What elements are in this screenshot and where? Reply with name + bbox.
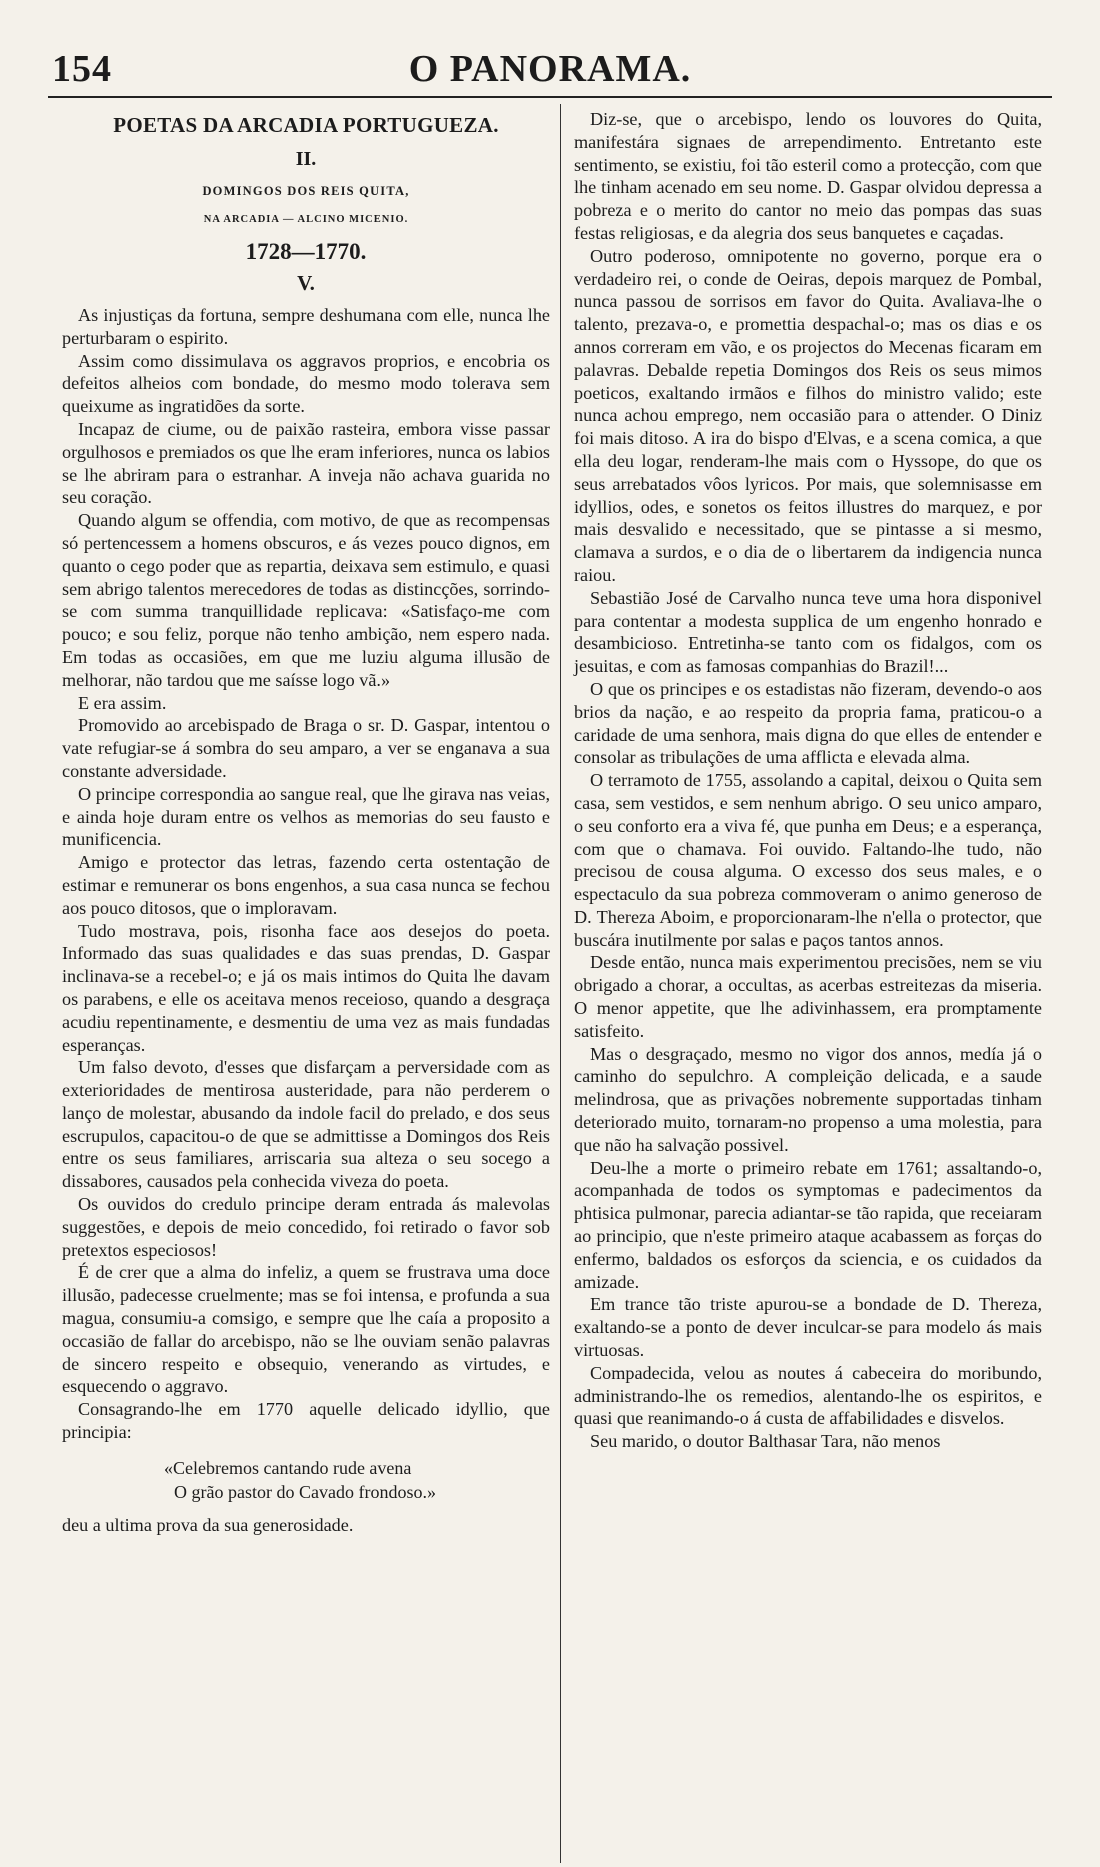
- paragraph: As injustiças da fortuna, sempre deshumana com elle, nunca lhe perturbaram o espirito.: [62, 305, 550, 348]
- paragraph: Compadecida, velou as noutes á cabeceira do moribundo, administrando-lhe os remedios, alentando-lhe os espiritos, e quasi que reanimando-o á custa de affabilidades e disvelos.: [574, 1362, 1042, 1429]
- verse-line: O grão pastor do Cavado frondoso.»: [174, 1481, 436, 1502]
- right-column: [574, 108, 1042, 1453]
- arcadia-name: NA ARCADIA — ALCINO MICENIO.: [203, 214, 409, 225]
- paragraph: É de crer que a alma do infeliz, a quem se frustrava uma doce illusão, padecesse cruelmente; mas se foi intensa, e profunda a sua magua, consumiu-a comsigo, e sempre que lhe caía a proposito a occasião de fallar do arcebispo, não se lhe ouviam senão palavras de sincero respeito e obsequio, venerando as virtudes, e esquecendo o aggravo.: [62, 1262, 550, 1397]
- paragraph: E era assim.: [78, 692, 167, 713]
- paragraph: Desde então, nunca mais experimentou precisões, nem se viu obrigado a chorar, a occultas, as acerbas estreitezas da miseria. O menor appetite, que lhe adivinhassem, era promptamente satisfeito.: [574, 952, 1042, 1041]
- article-part: II.: [295, 148, 317, 170]
- journal-title: O PANORAMA.: [408, 48, 692, 90]
- paragraph: Um falso devoto, d'esses que disfarçam a perversidade com as exterioridades de mentirosa austeridade, para não perderem o lanço de molestar, abusando da indole facil do prelado, e dos seus escrupulos, capacitou-o de que se admittisse a Domingos dos Reis entre os seus familiares, arriscaria sua alteza o seu socego a dissabores, causados pela conhecida viveza do poeta.: [62, 1057, 550, 1192]
- verse-quote: [132, 1456, 550, 1504]
- paragraph: Consagrando-lhe em 1770 aquelle delicado idyllio, que principia:: [62, 1399, 550, 1443]
- paragraph: Mas o desgraçado, mesmo no vigor dos annos, medía já o caminho do sepulchro. A compleição delicada, e a saude melindrosa, que as privações nobremente supportadas tinham deteriorado muito, tornaram-no propenso a uma molestia, para que não ha salvação possivel.: [574, 1043, 1042, 1155]
- poet-name: DOMINGOS DOS REIS QUITA,: [202, 184, 410, 198]
- paragraph: Deu-lhe a morte o primeiro rebate em 1761; assaltando-o, acompanhada de todos os symptomas e padecimentos da phtisica pulmonar, parecia adiantar-se tão rapida, que receiaram ao principio, que n'este primeiro ataque acabassem as forças do enfermo, baldados os esforços da sciencia, e os cuidados da amizade.: [574, 1157, 1042, 1292]
- paragraph: Quando algum se offendia, com motivo, de que as recompensas só pertencessem a homens obscuros, e ás vezes pouco dignos, em quanto o cego poder que as repartia, deixava sem estimulo, e quasi sem abrigo talentos merecedores de todas as distincções, sorrindo-se com summa tranquillidade replicava: «Satisfaço-me com pouco; e sou feliz, porque não tenho ambição, nem espero nada. Em todas as occasiões, em que me luziu alguma illusão de melhorar, não tardou que me saísse logo vã.»: [62, 510, 550, 690]
- paragraph: Os ouvidos do credulo principe deram entrada ás malevolas suggestões, e depois de meio concedido, foi retirado o favor sob pretextos especiosos!: [62, 1194, 550, 1260]
- verse-line: «Celebremos cantando rude avena: [164, 1457, 412, 1478]
- paragraph: Tudo mostrava, pois, risonha face aos desejos do poeta. Informado das suas qualidades e das suas prendas, D. Gaspar inclinava-se a recebel-o; e já os mais intimos do Quita lhe davam os parabens, e elle os aceitava menos receioso, quando a desgraça acudiu repentinamente, e desmentiu de uma vez as mais fundadas esperanças.: [62, 920, 550, 1055]
- paragraph: Amigo e protector das letras, fazendo certa ostentação de estimar e remunerar os bons engenhos, a sua casa nunca se fechou aos pouco ditosos, que o imploravam.: [62, 852, 550, 918]
- column-rule: [560, 104, 561, 1863]
- header-rule: [48, 96, 1052, 98]
- page-header: [40, 45, 1060, 95]
- paragraph: Diz-se, que o arcebispo, lendo os louvores do Quita, manifestára signaes de arrependimento. Entretanto este sentimento, se existiu, foi tão esteril como a protecção, com que lhe tinham acenado em seu nome. D. Gaspar olvidou depressa a pobreza e o merito do cantor no meio das pompas das suas festas religiosas, e da alegria dos seus banquetes e caçadas.: [574, 109, 1042, 243]
- paragraph: deu a ultima prova da sua generosidade.: [62, 1514, 354, 1535]
- paragraph: O terramoto de 1755, assolando a capital, deixou o Quita sem casa, sem vestidos, e sem nenhum abrigo. O seu unico amparo, o seu conforto era a viva fé, que punha em Deus; e a esperança, com que o chamava. Foi ouvido. Faltando-lhe tudo, não precisou de cousa alguma. O excesso dos seus males, e o espectaculo da sua pobreza commoveram o animo generoso de D. Thereza Aboim, e proporcionaram-lhe n'ella o protector, que buscára inutilmente por salas e paços tantos annos.: [574, 770, 1042, 950]
- article-title: POETAS DA ARCADIA PORTUGUEZA.: [113, 113, 499, 137]
- paragraph: Incapaz de ciume, ou de paixão rasteira, embora visse passar orgulhosos e premiados os que lhe eram inferiores, nunca os labios se lhe abriram para o estranhar. A inveja não achava guarida no seu coração.: [62, 418, 550, 508]
- paragraph: O que os principes e os estadistas não fizeram, devendo-o aos brios da nação, e ao respeito da propria fama, praticou-o a caridade de uma senhora, mais digna do que elles de entender e consolar as tribulações de uma afflicta e elevada alma.: [574, 678, 1042, 768]
- left-column: [62, 108, 550, 1537]
- paragraph: Seu marido, o doutor Balthasar Tara, não menos: [590, 1431, 941, 1452]
- paragraph: Sebastião José de Carvalho nunca teve uma hora disponivel para contentar a modesta supplica de um engenho honrado e desambicioso. Entretinha-se tanto com os fidalgos, com os jesuitas, e com as famosas companhias do Brazil!...: [574, 587, 1042, 677]
- paragraph: Assim como dissimulava os aggravos proprios, e encobria os defeitos alheios com bondade, do mesmo modo tolerava sem queixume as ingratidões da sorte.: [62, 350, 550, 417]
- poet-dates: 1728—1770.: [245, 239, 367, 264]
- paragraph: Promovido ao arcebispado de Braga o sr. D. Gaspar, intentou o vate refugiar-se á sombra do seu amparo, a ver se enganava a sua constante adversidade.: [62, 715, 550, 781]
- paragraph: Outro poderoso, omnipotente no governo, porque era o verdadeiro rei, o conde de Oeiras, depois marquez de Pombal, nunca passou de sorrisos em favor do Quita. Avaliava-lhe o talento, prezava-o, e promettia despachal-o; mas os dias e os annos correram em vão, e os projectos do Mecenas ficaram em palavras. Debalde repetia Domingos dos Reis os seus mimos poeticos, exaltando irmãos e filhos do ministro valido; este nunca achou emprego, nem occasião para o attender. O Diniz foi mais ditoso. A ira do bispo d'Elvas, e a scena comica, a que ella deu logar, renderam-lhe mais com o Hyssope, do que os seus arrebatados vôos lyricos. Por mais, que solemnisasse em idyllios, odes, e sonetos os feitos illustres do marquez, e por mais desvalido e necessitado, que se pintasse a si mesmo, clamava a surdos, e o dia de o libertarem da indigencia nunca raiou.: [574, 245, 1042, 585]
- paragraph: Em trance tão triste apurou-se a bondade de D. Thereza, exaltando-se a ponto de dever inculcar-se para modelo ás mais virtuosas.: [574, 1294, 1042, 1361]
- paragraph: O principe correspondia ao sangue real, que lhe girava nas veias, e ainda hoje duram entre os velhos as memorias do seu fausto e munificencia.: [62, 783, 550, 850]
- chapter-number: V.: [297, 271, 315, 295]
- page-number: 154: [52, 48, 112, 90]
